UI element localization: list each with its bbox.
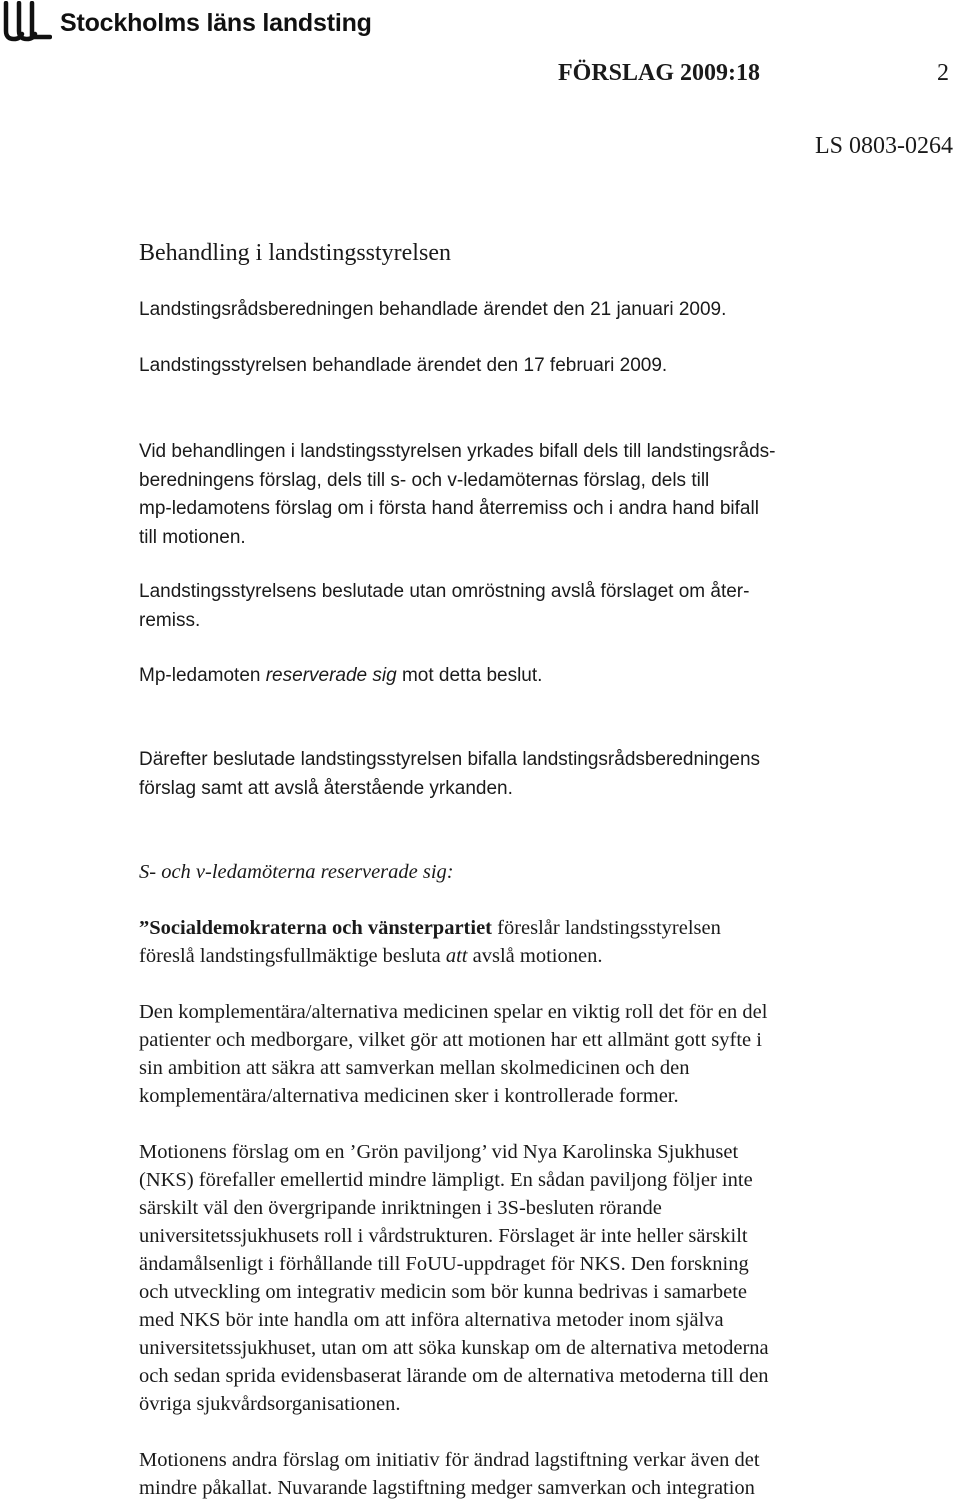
text-segment: föreslå landstingsfullmäktige besluta (139, 945, 446, 967)
text-line: övriga sjukvårdsorganisationen. (139, 1393, 401, 1415)
reservation-heading: S- och v-ledamöterna reserverade sig: (139, 861, 454, 883)
paragraph-7 (139, 914, 939, 970)
paragraph-5 (139, 662, 939, 691)
text-line: till motionen. (139, 526, 246, 548)
text-line: (NKS) förefaller emellertid mindre lämpligt. En sådan paviljong följer inte (139, 1169, 753, 1191)
text-segment: mot detta beslut. (396, 665, 543, 686)
text-segment: Mp-ledamoten (139, 665, 266, 686)
text-line: remiss. (139, 609, 201, 631)
section-heading: Behandling i landstingsstyrelsen (139, 240, 451, 266)
paragraph-3 (139, 438, 939, 552)
org-name: Stockholms läns landsting (60, 8, 372, 37)
text-line: Den komplementära/alternativa medicinen spelar en viktig roll det för en del (139, 1001, 768, 1023)
text-line: Motionens förslag om en ’Grön paviljong’ vid Nya Karolinska Sjukhuset (139, 1141, 739, 1163)
italic-text: reserverade sig (265, 665, 397, 686)
text-line: Därefter beslutade landstingsstyrelsen bifalla landstingsrådsberedningens (139, 749, 761, 770)
paragraph-6 (139, 746, 939, 803)
text-line: Motionens andra förslag om initiativ för ändrad lagstiftning verkar även det (139, 1449, 760, 1471)
text-line: särskilt väl den övergripande inriktningen i 3S-besluten rörande (139, 1197, 662, 1219)
text-line: förslag samt att avslå återstående yrkanden. (139, 777, 513, 799)
landsting-logo-icon (2, 1, 52, 45)
text-segment: avslå motionen. (467, 945, 603, 967)
text-line: ändamålsenligt i förhållande till FoUU-uppdraget för NKS. Den forskning (139, 1253, 749, 1275)
paragraph-4 (139, 578, 939, 635)
bold-text: ”Socialdemokraterna och vänsterpartiet (139, 917, 492, 939)
italic-text: att (445, 945, 468, 967)
text-line: beredningens förslag, dels till s- och v-ledamöternas förslag, dels till (139, 469, 710, 491)
text-line (139, 942, 939, 970)
org-logo (2, 0, 372, 46)
paragraph-1: Landstingsrådsberedningen behandlade ärendet den 21 januari 2009. (139, 299, 727, 320)
text-line: sin ambition att säkra att samverkan mellan skolmedicinen och den (139, 1057, 690, 1079)
text-segment: föreslår landstingsstyrelsen (492, 917, 721, 939)
text-line: komplementära/alternativa medicinen sker i kontrollerade former. (139, 1085, 679, 1107)
text-line: universitetssjukhuset, utan om att söka kunskap om de alternativa metoderna (139, 1337, 769, 1359)
text-line: universitetssjukhusets roll i vårdstrukturen. Förslaget är inte heller särskilt (139, 1225, 748, 1247)
paragraph-8 (139, 998, 939, 1110)
case-number: LS 0803-0264 (815, 133, 953, 159)
text-line: Vid behandlingen i landstingsstyrelsen yrkades bifall dels till landstingsråds- (139, 441, 776, 462)
paragraph-10 (139, 1446, 939, 1502)
text-line: Landstingsstyrelsens beslutade utan omröstning avslå förslaget om åter- (139, 581, 750, 602)
paragraph-9 (139, 1138, 939, 1418)
page-number: 2 (937, 60, 949, 86)
text-line: patienter och medborgare, vilket gör att motionen har ett allmänt gott syfte i (139, 1029, 762, 1051)
text-line: med NKS bör inte handla om att införa alternativa metoder inom själva (139, 1309, 724, 1331)
text-line: och sedan sprida evidensbaserat lärande om de alternativa metoderna till den (139, 1365, 769, 1387)
text-line: mindre påkallat. Nuvarande lagstiftning medger samverkan och integration (139, 1477, 755, 1499)
document-reference: FÖRSLAG 2009:18 (558, 60, 761, 86)
text-line (139, 914, 939, 942)
text-line: mp-ledamotens förslag om i första hand återremiss och i andra hand bifall (139, 498, 759, 519)
text-line: och utveckling om integrativ medicin som bör kunna bedrivas i samarbete (139, 1281, 748, 1303)
paragraph-2: Landstingsstyrelsen behandlade ärendet den 17 februari 2009. (139, 355, 668, 376)
